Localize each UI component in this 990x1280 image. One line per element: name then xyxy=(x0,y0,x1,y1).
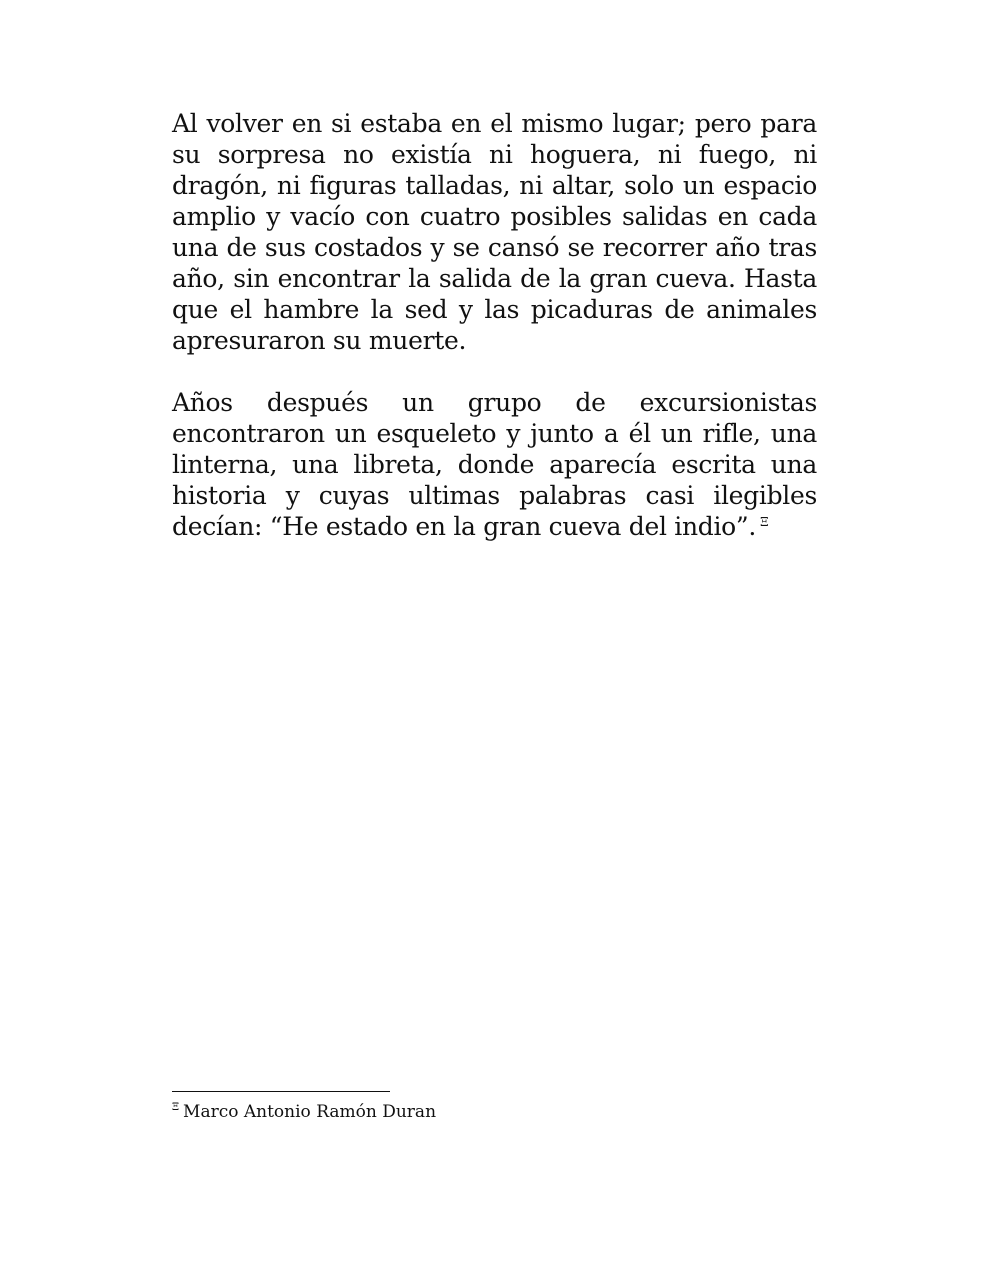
footnote-reference-marker: Ξ xyxy=(760,514,769,529)
footnote-separator xyxy=(172,1091,390,1092)
paragraph-1-text: Al volver en si estaba en el mismo lugar; pero para su sorpresa no existía ni hoguera, ni fuego, ni dragón, ni figuras talladas, ni altar, solo un espacio amplio y vacío con cuatro posibles salidas en cada una de sus costados y se cansó se recorrer año tras año, sin encontrar la salida de la gran cueva. Hasta que el hambre la sed y las picaduras de animales apresuraron su muerte. xyxy=(172,109,817,355)
paragraph-2 xyxy=(172,387,817,542)
footnote-text: Marco Antonio Ramón Duran xyxy=(183,1102,437,1122)
footnote xyxy=(172,1101,436,1123)
footnote-marker: Ξ xyxy=(172,1102,180,1114)
paragraph-1 xyxy=(172,108,817,356)
paragraph-2-text: Años después un grupo de excursionistas encontraron un esqueleto y junto a él un rifle, una linterna, una libreta, donde aparecía escrita una historia y cuyas ultimas palabras casi ilegibles decían: “He estado en la gran cueva del indio”. xyxy=(172,388,817,541)
